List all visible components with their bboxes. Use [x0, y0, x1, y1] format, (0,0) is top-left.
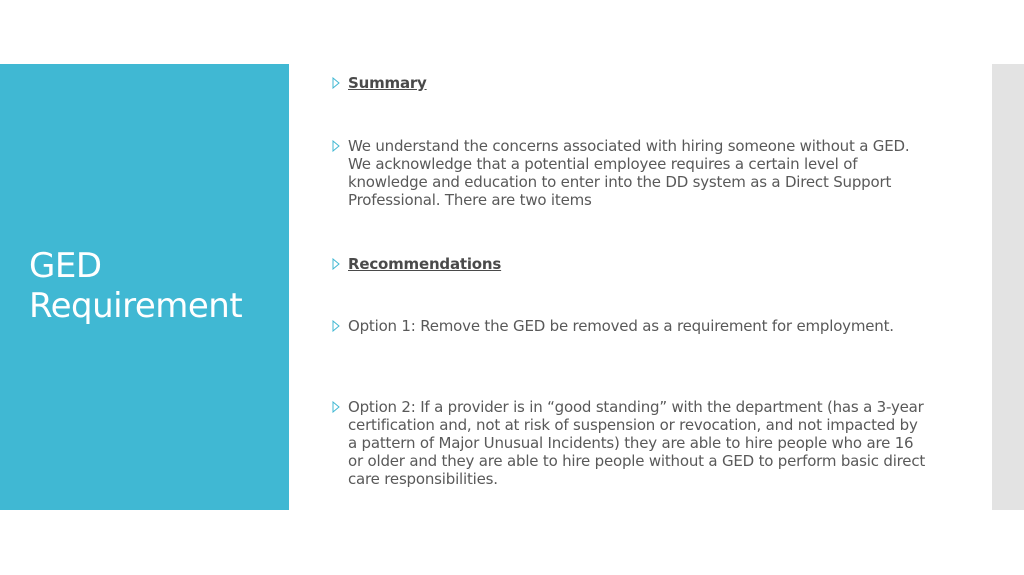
recommendations-heading: Recommendations	[348, 255, 502, 273]
bullet-option-2	[330, 398, 930, 488]
hollow-triangle-bullet-icon	[332, 320, 340, 332]
bullet-recommendations	[330, 255, 930, 273]
bullet-summary	[330, 74, 930, 92]
bullet-concerns	[330, 137, 930, 209]
hollow-triangle-bullet-icon	[332, 401, 340, 413]
bullet-option-1	[330, 317, 930, 335]
option-2-paragraph: Option 2: If a provider is in “good standing” with the department (has a 3-year certification and, not at risk of suspension or revocation, and not impacted by a pattern of Major Unusual Incidents) they are able to hire people who are 16 or older and they are able to hire people without a GED to perform basic direct care responsibilities.	[348, 398, 926, 488]
right-sidebar-bar	[992, 64, 1024, 510]
slide-title: GED Requirement	[29, 246, 243, 326]
option-1-paragraph: Option 1: Remove the GED be removed as a requirement for employment.	[348, 317, 894, 335]
hollow-triangle-bullet-icon	[332, 140, 340, 152]
hollow-triangle-bullet-icon	[332, 77, 340, 89]
summary-heading: Summary	[348, 74, 427, 92]
hollow-triangle-bullet-icon	[332, 258, 340, 270]
concerns-paragraph: We understand the concerns associated with hiring someone without a GED. We acknowledge that a potential employee requires a certain level of knowledge and education to enter into the DD system as a Direct Support Professional. There are two items	[348, 137, 910, 209]
